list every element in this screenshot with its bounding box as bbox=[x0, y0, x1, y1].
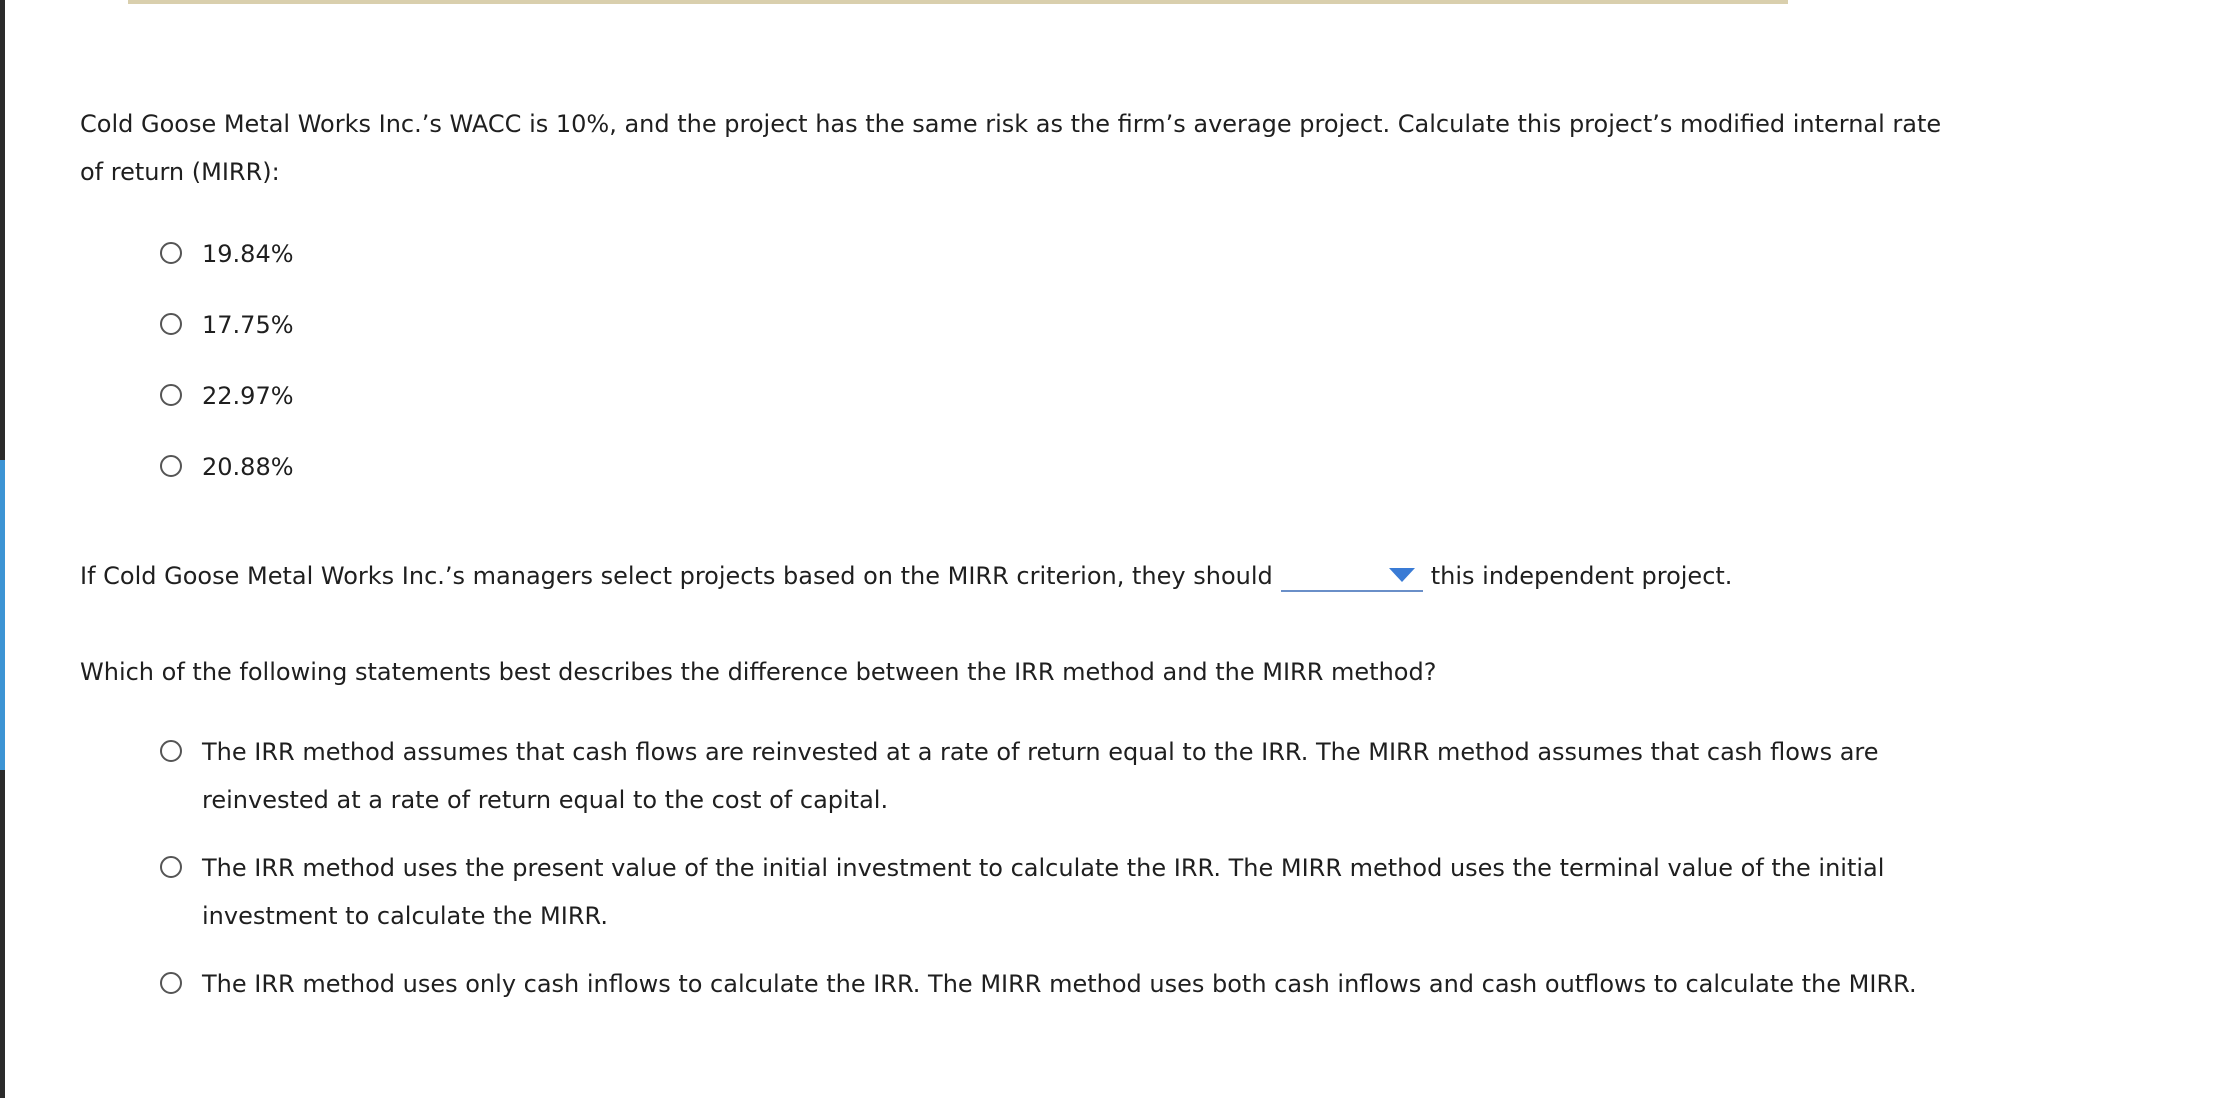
mirr-option-3[interactable] bbox=[160, 372, 294, 443]
radio-button[interactable] bbox=[160, 455, 182, 477]
mirr-option-1[interactable] bbox=[160, 230, 294, 301]
difference-option-3[interactable] bbox=[160, 960, 1960, 1008]
mirr-options bbox=[160, 230, 294, 514]
difference-option-2[interactable] bbox=[160, 844, 1960, 940]
option-label: The IRR method assumes that cash flows are reinvested at a rate of return equal to the IRR. The MIRR method assumes that cash flows are reinvested at a rate of return equal to the cost of capital. bbox=[202, 738, 1879, 814]
option-label: The IRR method uses the present value of the initial investment to calculate the IRR. The MIRR method uses the terminal value of the initial investment to calculate the MIRR. bbox=[202, 854, 1885, 930]
mirr-option-2[interactable] bbox=[160, 301, 294, 372]
mirr-option-4[interactable] bbox=[160, 443, 294, 514]
difference-option-1[interactable] bbox=[160, 728, 1960, 824]
decision-dropdown[interactable] bbox=[1281, 560, 1423, 592]
option-label: 19.84% bbox=[202, 240, 294, 268]
option-label: 20.88% bbox=[202, 453, 294, 481]
radio-button[interactable] bbox=[160, 242, 182, 264]
decision-sentence bbox=[80, 552, 1732, 600]
radio-button[interactable] bbox=[160, 384, 182, 406]
mirr-question-prompt: Cold Goose Metal Works Inc.’s WACC is 10%, and the project has the same risk as the firm’s average project. Calculate this project’s modified internal rate of return (MIRR): bbox=[80, 110, 1942, 186]
decision-text-after: this independent project. bbox=[1430, 562, 1733, 590]
radio-button[interactable] bbox=[160, 972, 182, 994]
radio-button[interactable] bbox=[160, 740, 182, 762]
option-label: The IRR method uses only cash inflows to calculate the IRR. The MIRR method uses both cash inflows and cash outflows to calculate the MIRR. bbox=[202, 970, 1917, 998]
left-edge-accent bbox=[0, 460, 5, 770]
difference-options bbox=[160, 728, 1960, 1028]
radio-button[interactable] bbox=[160, 856, 182, 878]
difference-question-prompt: Which of the following statements best describes the difference between the IRR method and the MIRR method? bbox=[80, 658, 1437, 686]
decision-text-before: If Cold Goose Metal Works Inc.’s managers select projects based on the MIRR criterion, they should bbox=[80, 562, 1273, 590]
option-label: 22.97% bbox=[202, 382, 294, 410]
top-divider bbox=[128, 0, 1788, 4]
radio-button[interactable] bbox=[160, 313, 182, 335]
option-label: 17.75% bbox=[202, 311, 294, 339]
chevron-down-icon[interactable] bbox=[1389, 568, 1415, 582]
